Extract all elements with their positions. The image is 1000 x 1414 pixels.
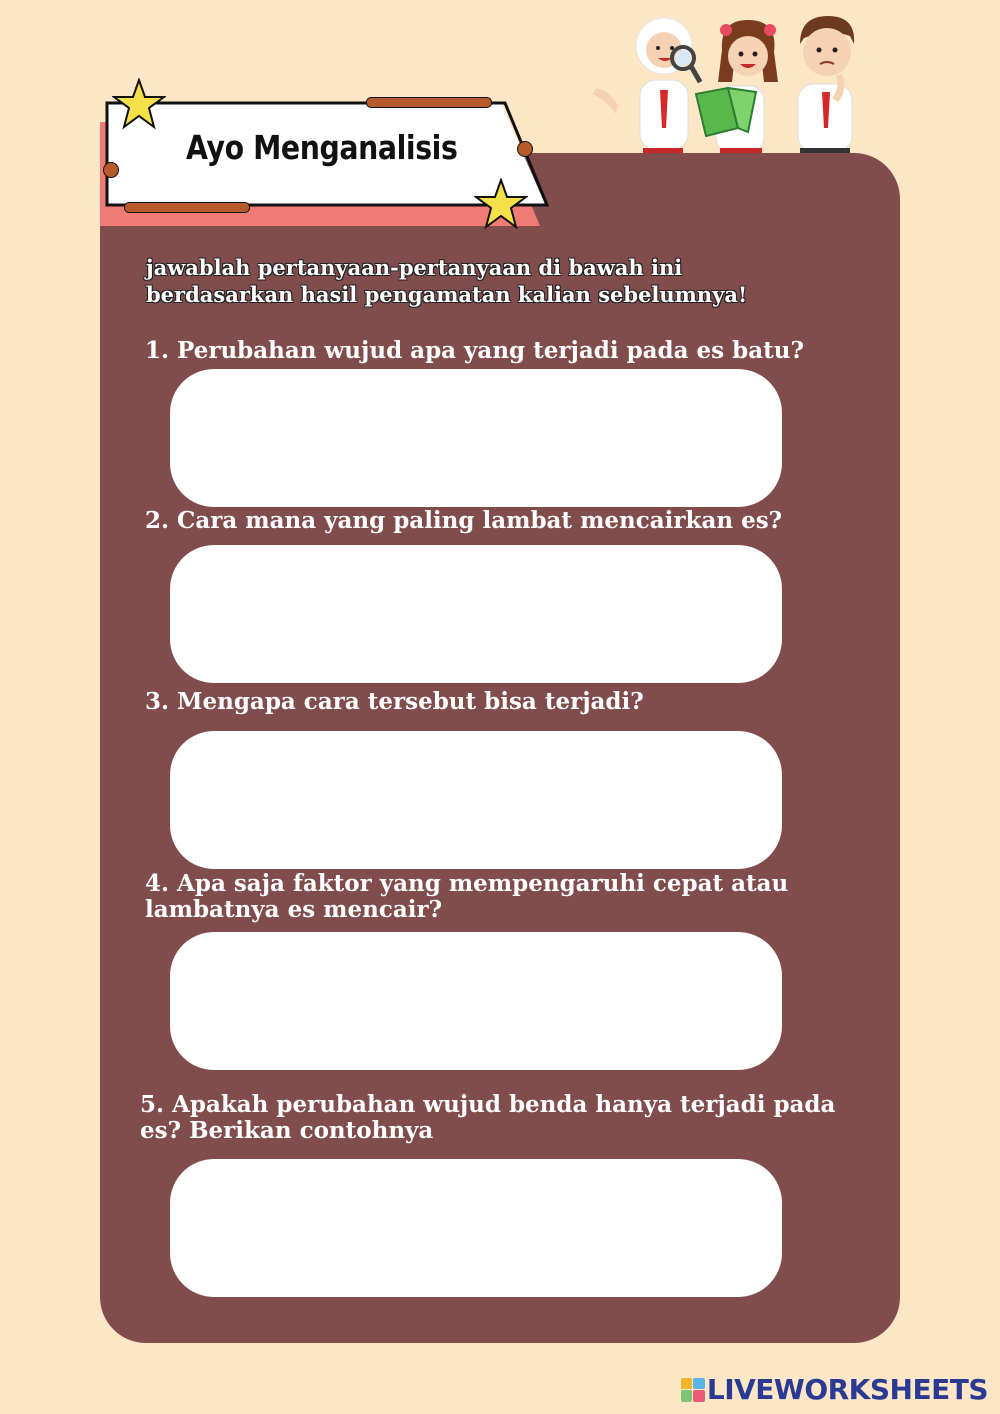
liveworksheets-footer[interactable]	[681, 1373, 988, 1406]
question-text: 4. Apa saja faktor yang mempengaruhi cepat atau	[145, 870, 789, 897]
answer-field-3[interactable]	[170, 731, 782, 869]
question-text: 5. Apakah perubahan wujud benda hanya terjadi pada	[140, 1091, 836, 1118]
students-illustration	[588, 10, 888, 155]
instruction-line: jawablah pertanyaan-pertanyaan di bawah ini	[146, 255, 683, 280]
girl-book-figure	[696, 20, 778, 155]
question-2	[145, 508, 845, 534]
decor-dot-left	[103, 162, 119, 178]
answer-field-4[interactable]	[170, 932, 782, 1070]
boy-figure	[798, 16, 854, 155]
brand-name: LIVEWORKSHEETS	[706, 1373, 988, 1406]
decor-dot-right	[517, 141, 533, 157]
page-title: Ayo Menganalisis	[186, 128, 458, 167]
question-text: 3. Mengapa cara tersebut bisa terjadi?	[145, 688, 644, 715]
question-text: 2. Cara mana yang paling lambat mencairkan es?	[145, 507, 783, 534]
decor-bar-top	[366, 97, 492, 108]
answer-field-2[interactable]	[170, 545, 782, 683]
question-text: 1. Perubahan wujud apa yang terjadi pada es batu?	[145, 337, 804, 364]
instruction-text	[146, 254, 866, 308]
question-1	[145, 338, 845, 364]
answer-field-5[interactable]	[170, 1159, 782, 1297]
question-text: es? Berikan contohnya	[140, 1117, 434, 1144]
question-3	[145, 689, 845, 715]
liveworksheets-logo-icon	[681, 1378, 705, 1402]
question-4	[145, 871, 845, 923]
instruction-line: berdasarkan hasil pengamatan kalian sebelumnya!	[146, 282, 748, 307]
star-icon	[474, 178, 528, 230]
star-icon	[112, 78, 166, 130]
question-5	[140, 1092, 840, 1144]
decor-bar-bottom	[124, 202, 250, 213]
girl-hijab-figure	[592, 18, 702, 155]
question-text: lambatnya es mencair?	[145, 896, 443, 923]
answer-field-1[interactable]	[170, 369, 782, 507]
